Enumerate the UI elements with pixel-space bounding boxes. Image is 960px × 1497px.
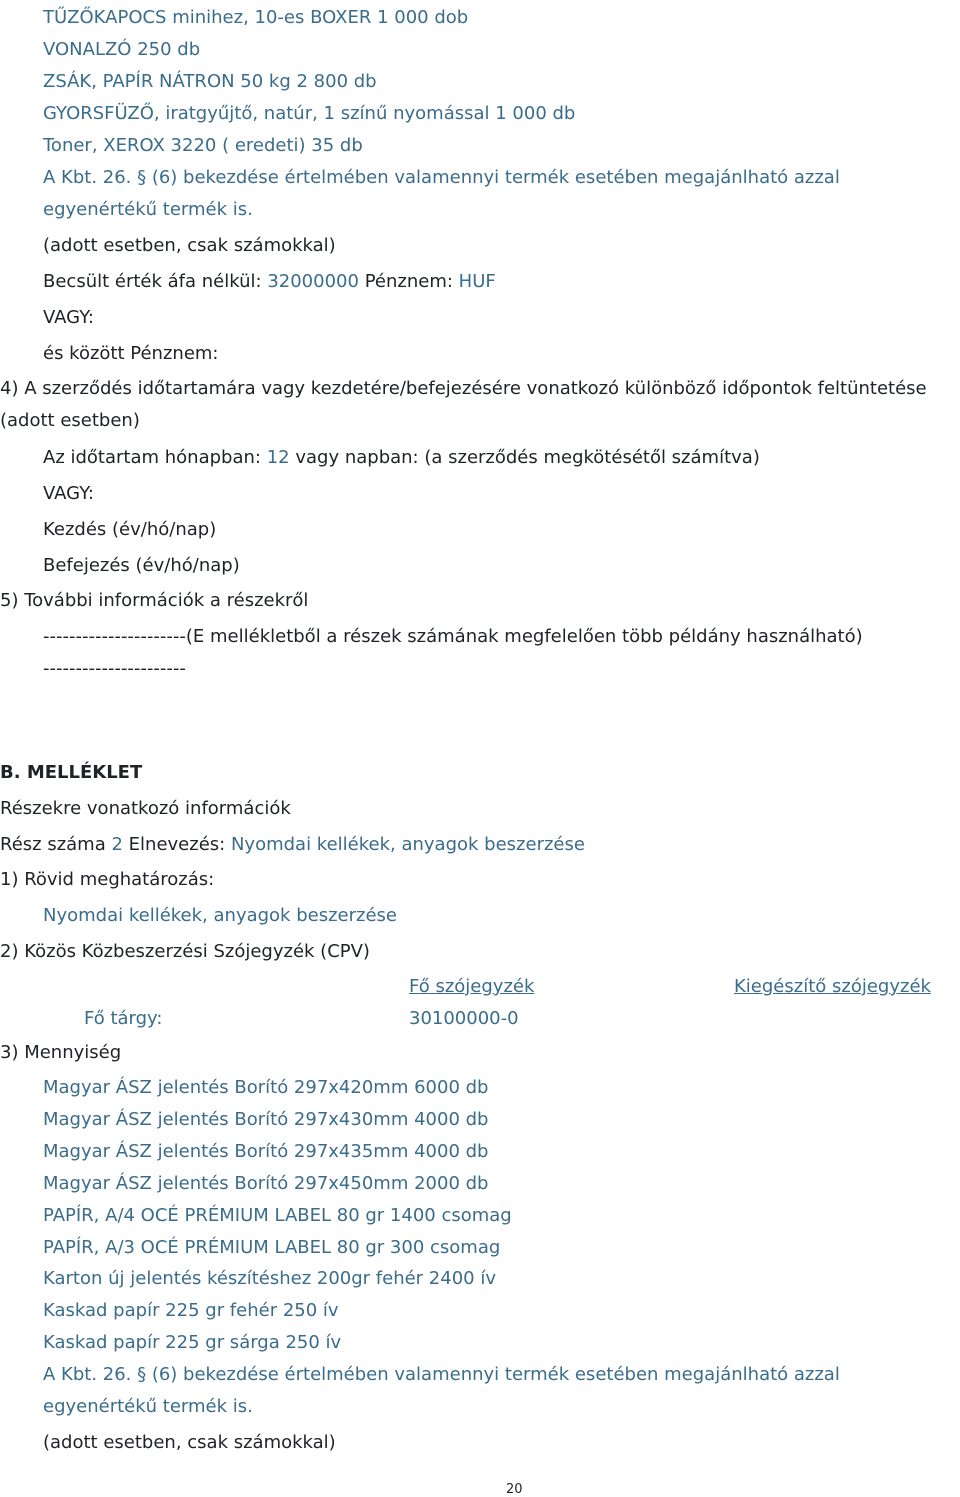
- end-date-label: Befejezés (év/hó/nap): [43, 555, 240, 576]
- quantity-item: Magyar ÁSZ jelentés Borító 297x435mm 4000 db: [43, 1141, 489, 1162]
- main-subject-label: Fő tárgy:: [84, 1008, 163, 1029]
- top-item-4: GYORSFÜZŐ, iratgyűjtő, natúr, 1 színű nyomással 1 000 db: [43, 103, 576, 124]
- duration-rest: vagy napban: (a szerződés megkötésétől számítva): [295, 447, 760, 468]
- annex-title: B. MELLÉKLET: [0, 762, 143, 783]
- quantity-label: 3) Mennyiség: [0, 1042, 122, 1063]
- estimated-value-label: Becsült érték áfa nélkül:: [43, 271, 262, 292]
- part-label: Rész száma: [0, 834, 106, 855]
- section4-or-label: VAGY:: [43, 483, 94, 504]
- top-item-3: ZSÁK, PAPÍR NÁTRON 50 kg 2 800 db: [43, 71, 377, 92]
- duration-label: Az időtartam hónapban:: [43, 447, 261, 468]
- quantity-item: Kaskad papír 225 gr sárga 250 ív: [43, 1332, 342, 1353]
- top-item-2: VONALZÓ 250 db: [43, 39, 201, 60]
- name-label: Elnevezés:: [128, 834, 226, 855]
- page-number: 20: [506, 1482, 523, 1497]
- section5-title: 5) További információk a részekről: [0, 590, 309, 611]
- section5-dashes: ----------------------: [43, 658, 186, 679]
- main-subject-code: 30100000-0: [409, 1008, 519, 1029]
- annex-equivalence-note-line2: egyenértékű termék is.: [43, 1396, 253, 1417]
- annex-subtitle: Részekre vonatkozó információk: [0, 798, 291, 819]
- numbers-only-note: (adott esetben, csak számokkal): [43, 235, 336, 256]
- cpv-main-header: Fő szójegyzék: [409, 976, 535, 997]
- quantity-item: PAPÍR, A/4 OCÉ PRÉMIUM LABEL 80 gr 1400 csomag: [43, 1205, 512, 1226]
- cpv-extra-header: Kiegészítő szójegyzék: [734, 976, 931, 997]
- section5-dashes-note: ----------------------(E mellékletből a részek számának megfelelően több példány használható): [43, 626, 863, 647]
- duration-line: [43, 447, 760, 469]
- estimated-value-line: [43, 271, 496, 293]
- start-date-label: Kezdés (év/hó/nap): [43, 519, 217, 540]
- part-line: [0, 834, 585, 856]
- quantity-item: Magyar ÁSZ jelentés Borító 297x450mm 2000 db: [43, 1173, 489, 1194]
- quantity-item: PAPÍR, A/3 OCÉ PRÉMIUM LABEL 80 gr 300 csomag: [43, 1237, 501, 1258]
- between-label: és között Pénznem:: [43, 343, 219, 364]
- currency-label: Pénznem:: [364, 271, 453, 292]
- currency-value: HUF: [458, 271, 496, 292]
- name-value: Nyomdai kellékek, anyagok beszerzése: [230, 834, 585, 855]
- quantity-item: Magyar ÁSZ jelentés Borító 297x430mm 4000 db: [43, 1109, 489, 1130]
- duration-value: 12: [266, 447, 290, 468]
- short-desc-value: Nyomdai kellékek, anyagok beszerzése: [43, 905, 397, 926]
- short-desc-label: 1) Rövid meghatározás:: [0, 869, 215, 890]
- section4-title-line1: 4) A szerződés időtartamára vagy kezdetére/befejezésére vonatkozó különböző időpontok feltüntetése: [0, 378, 927, 399]
- cpv-label: 2) Közös Közbeszerzési Szójegyzék (CPV): [0, 941, 370, 962]
- part-number: 2: [111, 834, 123, 855]
- equivalence-note-line2: egyenértékű termék is.: [43, 199, 253, 220]
- section4-title-line2: (adott esetben): [0, 410, 140, 431]
- quantity-item: Magyar ÁSZ jelentés Borító 297x420mm 6000 db: [43, 1077, 489, 1098]
- top-item-5: Toner, XEROX 3220 ( eredeti) 35 db: [43, 135, 363, 156]
- annex-equivalence-note-line1: A Kbt. 26. § (6) bekezdése értelmében valamennyi termék esetében megajánlható azzal: [43, 1364, 840, 1385]
- annex-numbers-only-note: (adott esetben, csak számokkal): [43, 1432, 336, 1453]
- or-label: VAGY:: [43, 307, 94, 328]
- quantity-item: Karton új jelentés készítéshez 200gr fehér 2400 ív: [43, 1268, 496, 1289]
- equivalence-note-line1: A Kbt. 26. § (6) bekezdése értelmében valamennyi termék esetében megajánlható azzal: [43, 167, 840, 188]
- top-item-1: TŰZŐKAPOCS minihez, 10-es BOXER 1 000 dob: [43, 7, 469, 28]
- estimated-value-amount: 32000000: [267, 271, 359, 292]
- quantity-item: Kaskad papír 225 gr fehér 250 ív: [43, 1300, 339, 1321]
